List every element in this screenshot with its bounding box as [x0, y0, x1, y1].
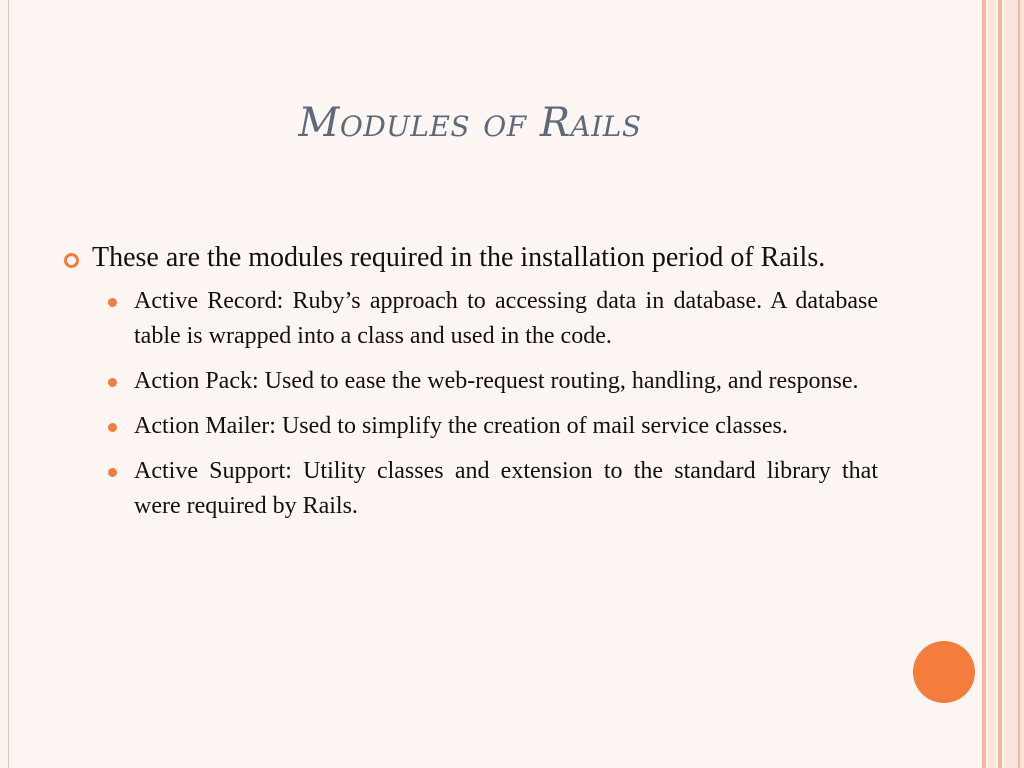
main-bullet-text: These are the modules required in the installation period of Rails.: [92, 242, 826, 273]
dot-bullet-icon: [108, 423, 117, 432]
ring-bullet-icon: [64, 253, 79, 268]
right-border-stripe: [1004, 0, 1024, 768]
sub-bullet-item: [102, 454, 878, 524]
right-border-stripe: [982, 0, 986, 768]
sub-bullet-item: [102, 409, 878, 444]
sub-bullet-text: Action Mailer: Used to simplify the creation of mail service classes.: [134, 413, 788, 439]
sub-bullet-item: [102, 284, 878, 354]
right-border-stripe: [988, 0, 996, 768]
sub-bullet-list: [62, 284, 878, 524]
right-border-stripe: [998, 0, 1002, 768]
sub-bullet-text: Action Pack: Used to ease the web-request routing, handling, and response.: [134, 368, 859, 394]
left-border: [0, 0, 9, 768]
main-bullet: [62, 238, 878, 278]
sub-bullet-text: Active Record: Ruby’s approach to accessing data in database. A database table is wrapped into a class and used in the code.: [134, 288, 878, 349]
dot-bullet-icon: [108, 468, 117, 477]
sub-bullet-item: [102, 364, 878, 399]
right-border-stripe: [1018, 0, 1020, 768]
decorative-circle: [913, 641, 975, 703]
slide-body: [62, 238, 878, 534]
dot-bullet-icon: [108, 298, 117, 307]
slide-title: Modules of Rails: [298, 100, 642, 146]
dot-bullet-icon: [108, 378, 117, 387]
sub-bullet-text: Active Support: Utility classes and extension to the standard library that were required by Rails.: [134, 458, 878, 519]
